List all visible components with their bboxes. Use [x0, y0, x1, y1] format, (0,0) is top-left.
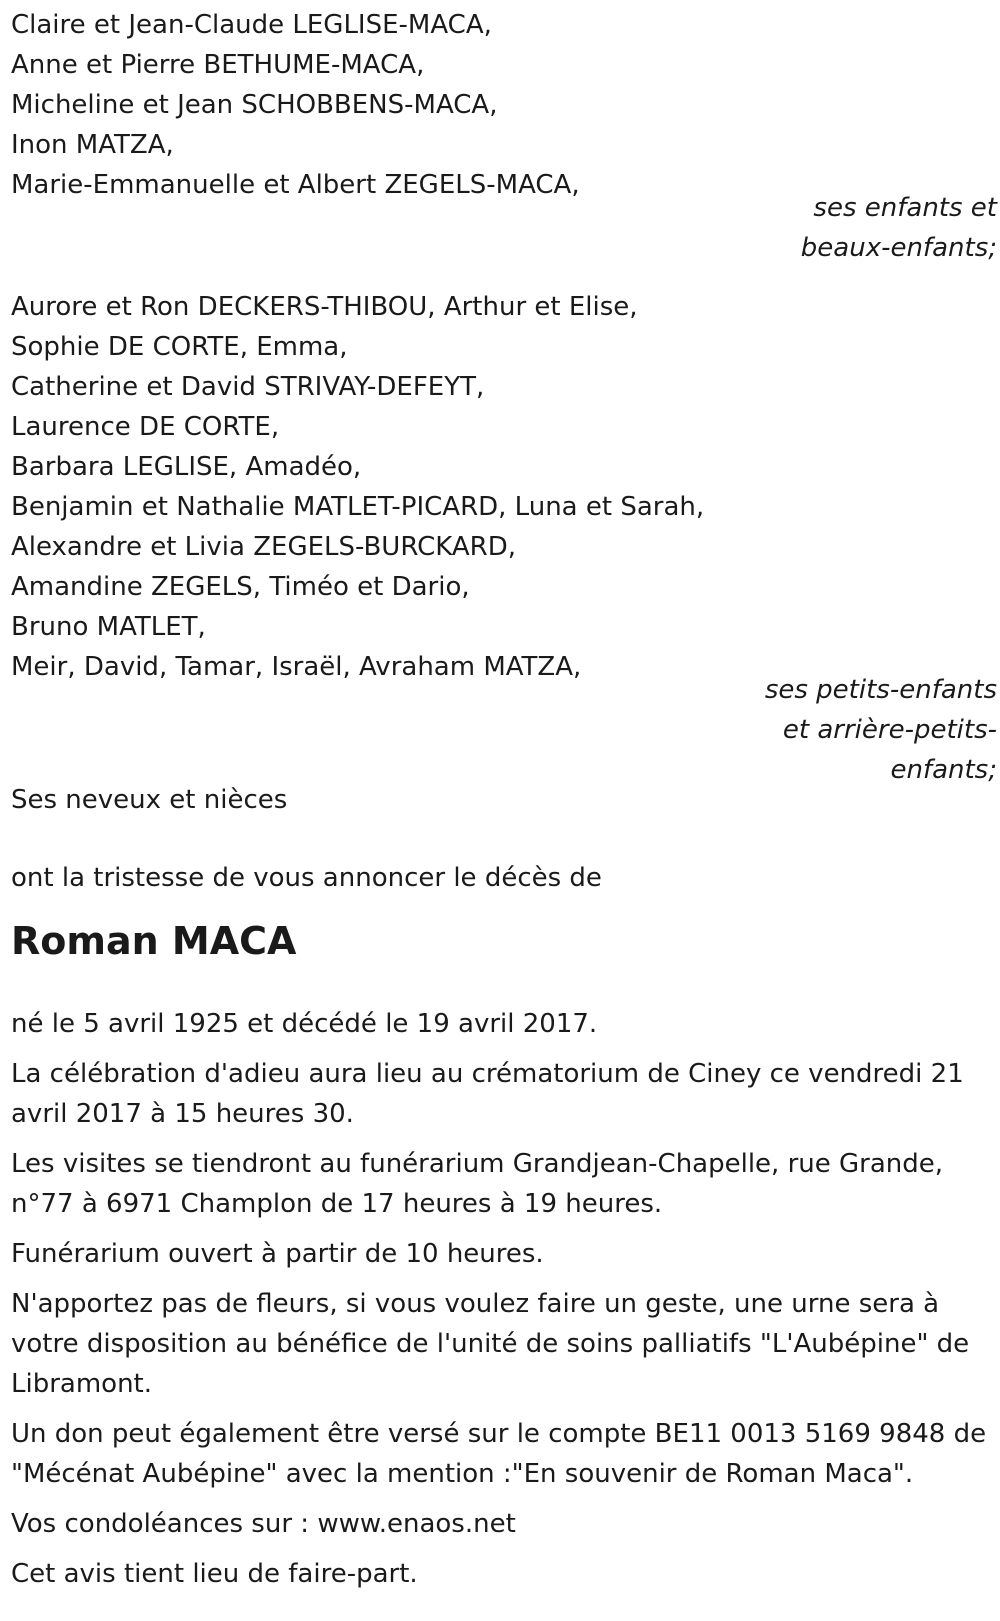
details-block — [11, 1004, 1000, 1594]
detail-paragraph: N'apportez pas de fleurs, si vous voulez faire un geste, une urne sera à votre disposition au bénéfice de l'unité de soins palliatifs "L'Aubépine" de Libramont. — [11, 1289, 970, 1399]
family-line: Barbara LEGLISE, Amadéo, — [11, 452, 362, 482]
children-block — [11, 5, 1000, 268]
announcement-line: ont la tristesse de vous annoncer le décès de — [11, 863, 602, 893]
detail-paragraph: Funérarium ouvert à partir de 10 heures. — [11, 1239, 544, 1269]
nephews-line: Ses neveux et nièces — [11, 785, 288, 815]
family-line: Bruno MATLET, — [11, 612, 206, 642]
obituary-notice — [11, 5, 1000, 1604]
family-line: Amandine ZEGELS, Timéo et Dario, — [11, 572, 470, 602]
family-line: Anne et Pierre BETHUME-MACA, — [11, 50, 425, 80]
detail-paragraph: La célébration d'adieu aura lieu au crématorium de Ciney ce vendredi 21 avril 2017 à 15 heures 30. — [11, 1059, 964, 1129]
detail-paragraph: Cet avis tient lieu de faire-part. — [11, 1559, 418, 1589]
grandchildren-relation-label: ses petits-enfants — [764, 675, 997, 705]
deceased-name: Roman MACA — [11, 919, 297, 963]
children-relation-label: ses enfants et — [813, 193, 997, 223]
family-line: Benjamin et Nathalie MATLET-PICARD, Luna et Sarah, — [11, 492, 705, 522]
grandchildren-block — [11, 287, 1000, 790]
detail-paragraph: Vos condoléances sur : www.enaos.net — [11, 1509, 516, 1539]
detail-paragraph: Les visites se tiendront au funérarium Grandjean-Chapelle, rue Grande, n°77 à 6971 Champlon de 17 heures à 19 heures. — [11, 1149, 944, 1219]
grandchildren-relation-label: enfants; — [890, 755, 997, 785]
family-line: Claire et Jean-Claude LEGLISE-MACA, — [11, 10, 492, 40]
family-line: Marie-Emmanuelle et Albert ZEGELS-MACA, — [11, 170, 580, 200]
family-line: Alexandre et Livia ZEGELS-BURCKARD, — [11, 532, 516, 562]
family-line: Catherine et David STRIVAY-DEFEYT, — [11, 372, 485, 402]
grandchildren-relation-label: et arrière-petits- — [782, 715, 997, 745]
family-line: Inon MATZA, — [11, 130, 174, 160]
children-relation-label: beaux-enfants; — [800, 233, 997, 263]
family-line: Laurence DE CORTE, — [11, 412, 280, 442]
family-line: Sophie DE CORTE, Emma, — [11, 332, 348, 362]
detail-paragraph: Un don peut également être versé sur le compte BE11 0013 5169 9848 de "Mécénat Aubépine" avec la mention :"En souvenir de Roman Maca". — [11, 1419, 987, 1489]
family-line: Micheline et Jean SCHOBBENS-MACA, — [11, 90, 498, 120]
family-line: Meir, David, Tamar, Israël, Avraham MATZA, — [11, 652, 582, 682]
detail-paragraph: né le 5 avril 1925 et décédé le 19 avril 2017. — [11, 1009, 598, 1039]
family-line: Aurore et Ron DECKERS-THIBOU, Arthur et Elise, — [11, 292, 638, 322]
